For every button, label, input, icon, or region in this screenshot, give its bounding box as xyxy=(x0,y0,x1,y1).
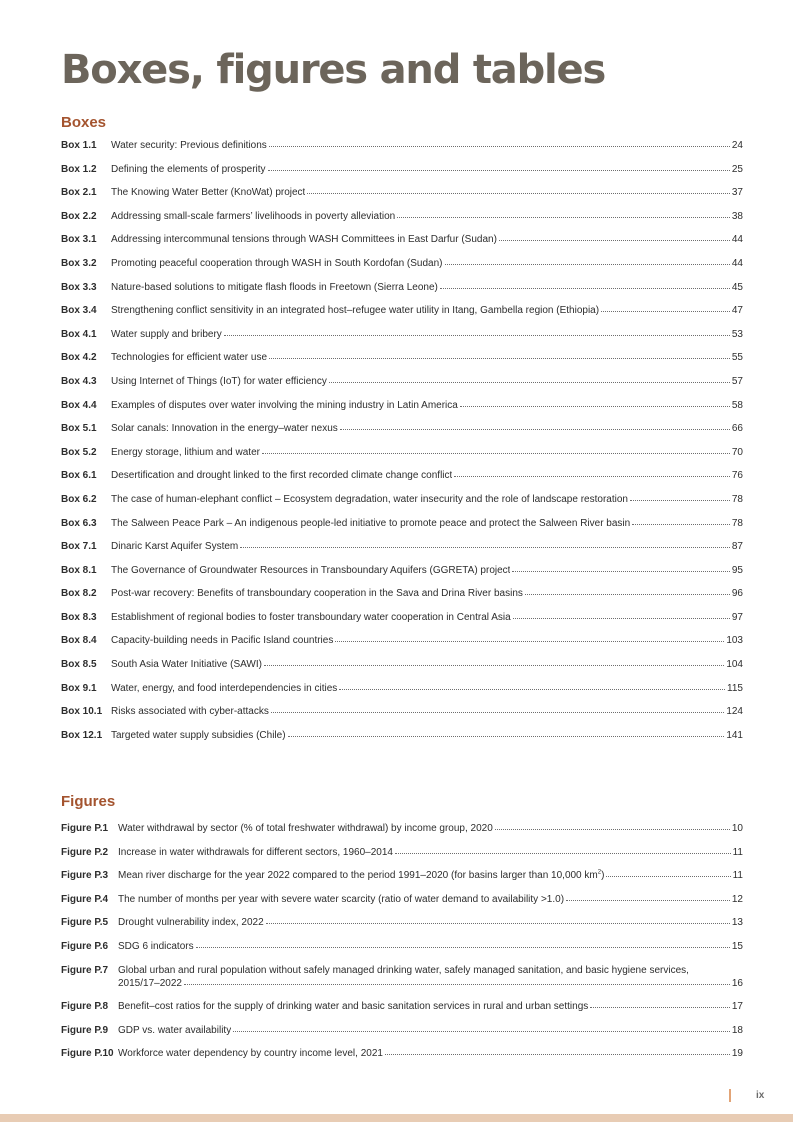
entry-label: Figure P.9 xyxy=(61,1024,109,1036)
entry-title xyxy=(111,281,438,294)
toc-entry[interactable] xyxy=(61,964,743,990)
entry-title-text: South Asia Water Initiative (SAWI) xyxy=(111,659,262,671)
toc-entry[interactable] xyxy=(61,328,743,341)
toc-entry[interactable] xyxy=(61,822,743,835)
entry-title xyxy=(118,846,393,859)
entry-title-text: Capacity-building needs in Pacific Island countries xyxy=(111,635,334,647)
toc-entry[interactable] xyxy=(61,729,743,742)
page-number: ix xyxy=(756,1090,765,1101)
entry-page: 24 xyxy=(731,140,743,151)
entry-title-block xyxy=(118,964,743,990)
entry-page: 17 xyxy=(731,1001,743,1013)
toc-entry[interactable] xyxy=(61,186,743,199)
entry-title-text: The case of human-elephant conflict – Ecosystem degradation, water insecurity and the role of landscape restoration xyxy=(111,493,628,505)
dot-leader xyxy=(397,216,730,218)
toc-entry[interactable] xyxy=(61,893,743,906)
dot-leader xyxy=(307,192,730,194)
entry-page: 15 xyxy=(731,940,743,952)
entry-label: Box 2.1 xyxy=(61,187,97,199)
entry-title-text: GDP vs. water availability xyxy=(118,1024,232,1036)
entry-title xyxy=(118,940,194,953)
entry-title xyxy=(111,729,286,742)
toc-entry[interactable] xyxy=(61,399,743,412)
entry-label: Box 5.2 xyxy=(61,446,97,458)
entry-page: 78 xyxy=(731,517,743,529)
entry-title xyxy=(111,587,523,600)
entry-title-text: Water withdrawal by sector (% of total freshwater withdrawal) by income group, 2020 xyxy=(118,823,493,834)
entry-page: 58 xyxy=(731,399,743,411)
toc-entry[interactable] xyxy=(61,446,743,459)
entry-title-text: Water, energy, and food interdependencies in cities xyxy=(111,682,338,694)
entry-label: Box 9.1 xyxy=(61,682,97,694)
entry-label: Box 10.1 xyxy=(61,706,103,718)
dot-leader xyxy=(240,546,730,548)
entry-title-text: Promoting peaceful cooperation through WASH in South Kordofan (Sudan) xyxy=(111,257,443,269)
toc-entry[interactable] xyxy=(61,257,743,270)
toc-entry[interactable] xyxy=(61,493,743,506)
dot-leader xyxy=(460,405,730,407)
toc-entry[interactable] xyxy=(61,469,743,482)
entry-label: Box 1.1 xyxy=(61,140,97,151)
toc-entry[interactable] xyxy=(61,351,743,364)
entry-page: 55 xyxy=(731,352,743,364)
entry-page: 13 xyxy=(731,917,743,929)
entry-label: Figure P.7 xyxy=(61,964,109,976)
entry-label: Box 3.2 xyxy=(61,257,97,269)
entry-page: 97 xyxy=(731,611,743,623)
toc-entry[interactable] xyxy=(61,705,743,718)
entry-title xyxy=(118,1047,383,1060)
entry-page: 18 xyxy=(731,1024,743,1036)
entry-label: Box 4.2 xyxy=(61,352,97,364)
entry-title xyxy=(111,682,337,695)
entry-title xyxy=(111,469,452,482)
dot-leader xyxy=(601,310,730,312)
entry-title-text: The Salween Peace Park – An indigenous people-led initiative to promote peace and protect the Salween River basin xyxy=(111,517,631,529)
entry-label: Figure P.6 xyxy=(61,940,109,952)
entry-title xyxy=(111,375,327,388)
entry-label: Box 3.3 xyxy=(61,281,97,293)
toc-entry[interactable] xyxy=(61,1024,743,1037)
entry-page: 124 xyxy=(726,706,743,718)
dot-leader xyxy=(445,263,730,265)
toc-entry[interactable] xyxy=(61,375,743,388)
entry-title-text: Technologies for efficient water use xyxy=(111,352,268,364)
dot-leader xyxy=(606,875,730,877)
entry-title xyxy=(118,893,564,906)
entry-label: Box 4.1 xyxy=(61,328,97,340)
entry-title-text: Mean river discharge for the year 2022 compared to the period 1991–2020 (for basins larger than 10,000 km xyxy=(118,870,598,882)
entry-page: 78 xyxy=(731,493,743,505)
entry-page: 25 xyxy=(731,163,743,175)
entry-label: Figure P.1 xyxy=(61,823,109,834)
entry-title xyxy=(111,658,262,671)
entry-title xyxy=(111,210,395,223)
entry-title xyxy=(118,822,493,835)
entry-title-text: Using Internet of Things (IoT) for water efficiency xyxy=(111,375,327,387)
dot-leader xyxy=(385,1053,730,1055)
entry-title-text: Addressing small-scale farmers’ livelihoods in poverty alleviation xyxy=(111,210,396,222)
toc-entry[interactable] xyxy=(61,611,743,624)
entry-title-text: Increase in water withdrawals for different sectors, 1960–2014 xyxy=(118,846,393,858)
entry-title-line2: 2015/17–2022 xyxy=(118,977,182,989)
entry-label: Figure P.5 xyxy=(61,917,109,929)
entry-title-text: Post-war recovery: Benefits of transboundary cooperation in the Sava and Drina River basins xyxy=(111,588,523,600)
entry-page: 45 xyxy=(731,281,743,293)
entry-title xyxy=(118,1000,588,1013)
entry-title-superscript: 2 xyxy=(597,869,602,876)
toc-entry[interactable] xyxy=(61,1000,743,1013)
toc-entry[interactable] xyxy=(61,281,743,294)
entry-title xyxy=(118,869,604,882)
entry-title xyxy=(111,564,510,577)
entry-title-text: SDG 6 indicators xyxy=(118,940,194,952)
entry-page: 104 xyxy=(726,659,743,671)
entry-title xyxy=(111,328,222,341)
toc-entry[interactable] xyxy=(61,658,743,671)
entry-page: 115 xyxy=(727,682,743,694)
entry-page: 44 xyxy=(731,234,743,246)
entry-title-text: Solar canals: Innovation in the energy–water nexus xyxy=(111,423,338,435)
boxes-heading: Boxes xyxy=(61,114,107,131)
entry-label: Box 6.3 xyxy=(61,517,97,529)
entry-label: Figure P.10 xyxy=(61,1048,114,1060)
entry-title-text: Strengthening conflict sensitivity in an integrated host–refugee water utility in Itang, Gambella region (Ethiopia) xyxy=(111,305,600,317)
entry-label: Figure P.8 xyxy=(61,1001,109,1013)
entry-page: 37 xyxy=(731,187,743,199)
entry-title-text: The number of months per year with severe water scarcity (ratio of water demand to availability >1.0) xyxy=(118,893,565,905)
entry-page: 70 xyxy=(731,446,743,458)
entry-label: Box 4.3 xyxy=(61,375,97,387)
entry-title-text: Workforce water dependency by country income level, 2021 xyxy=(118,1048,383,1060)
dot-leader xyxy=(630,499,730,501)
entry-title-text: Defining the elements of prosperity xyxy=(111,163,266,175)
toc-entry[interactable] xyxy=(61,517,743,530)
entry-page: 10 xyxy=(731,823,743,834)
entry-title xyxy=(111,493,628,506)
dot-leader xyxy=(269,145,730,147)
entry-label: Box 4.4 xyxy=(61,399,97,411)
entry-title-text: Energy storage, lithium and water xyxy=(111,446,260,458)
entry-label: Figure P.3 xyxy=(61,870,109,882)
entry-title xyxy=(111,634,333,647)
dot-leader xyxy=(525,593,730,595)
toc-entry[interactable] xyxy=(61,634,743,647)
entry-label: Box 3.1 xyxy=(61,234,97,246)
entry-title xyxy=(111,304,599,317)
dot-leader xyxy=(184,983,730,985)
entry-title xyxy=(111,139,267,152)
entry-page: 16 xyxy=(731,977,743,989)
dot-leader xyxy=(269,357,730,359)
footer-band xyxy=(0,1114,793,1122)
toc-entry[interactable] xyxy=(61,233,743,246)
entry-title-end: ) xyxy=(601,870,605,882)
entry-page: 76 xyxy=(731,470,743,482)
entry-title-text: Benefit–cost ratios for the supply of drinking water and basic sanitation services in rural and urban settings xyxy=(118,1001,589,1013)
entry-title xyxy=(111,705,269,718)
entry-label: Box 6.1 xyxy=(61,470,97,482)
toc-entry[interactable] xyxy=(61,540,743,553)
entry-title-text: Examples of disputes over water involving the mining industry in Latin America xyxy=(111,399,458,411)
toc-entry[interactable] xyxy=(61,564,743,577)
dot-leader xyxy=(233,1030,730,1032)
dot-leader xyxy=(632,523,730,525)
entry-title xyxy=(111,233,497,246)
entry-page: 87 xyxy=(731,541,743,553)
entry-label: Box 1.2 xyxy=(61,163,97,175)
entry-page: 95 xyxy=(731,564,743,576)
toc-entry[interactable] xyxy=(61,1047,743,1060)
dot-leader xyxy=(513,617,730,619)
entry-page: 19 xyxy=(731,1048,743,1060)
entry-title-text: Water supply and bribery xyxy=(111,328,222,340)
entry-title xyxy=(111,611,511,624)
entry-title-text: Risks associated with cyber-attacks xyxy=(111,706,269,718)
dot-leader xyxy=(329,381,730,383)
entry-label: Box 8.3 xyxy=(61,611,97,623)
entry-title xyxy=(111,446,260,459)
page-title: Boxes, figures and tables xyxy=(61,47,606,93)
dot-leader xyxy=(266,922,730,924)
entry-page: 44 xyxy=(731,257,743,269)
entry-label: Box 6.2 xyxy=(61,493,97,505)
dot-leader xyxy=(196,946,730,948)
toc-entry[interactable] xyxy=(61,304,743,317)
entry-page: 11 xyxy=(732,870,743,882)
entry-title-line2-wrap xyxy=(118,977,743,990)
entry-label: Box 12.1 xyxy=(61,729,103,741)
entry-title xyxy=(111,540,238,553)
entry-label: Box 5.1 xyxy=(61,423,97,435)
dot-leader xyxy=(499,239,730,241)
dot-leader xyxy=(495,828,730,830)
entry-page: 57 xyxy=(731,375,743,387)
toc-entry[interactable] xyxy=(61,869,743,882)
toc-entry[interactable] xyxy=(61,587,743,600)
toc-entry[interactable] xyxy=(61,139,743,152)
dot-leader xyxy=(395,852,731,854)
entry-page: 12 xyxy=(731,893,743,905)
dot-leader xyxy=(590,1006,730,1008)
dot-leader xyxy=(288,735,725,737)
dot-leader xyxy=(262,452,730,454)
entry-title-text: Water security: Previous definitions xyxy=(111,140,267,151)
dot-leader xyxy=(264,664,724,666)
dot-leader xyxy=(271,711,724,713)
entry-title-text: Dinaric Karst Aquifer System xyxy=(111,541,239,553)
toc-entry[interactable] xyxy=(61,916,743,929)
entry-title xyxy=(118,916,264,929)
dot-leader xyxy=(224,334,730,336)
entry-label: Box 2.2 xyxy=(61,210,97,222)
dot-leader xyxy=(512,570,729,572)
toc-entry[interactable] xyxy=(61,210,743,223)
entry-label: Box 8.4 xyxy=(61,635,97,647)
entry-label: Box 3.4 xyxy=(61,305,97,317)
dot-leader xyxy=(335,640,724,642)
dot-leader xyxy=(440,287,730,289)
entry-title-text: Desertification and drought linked to the first recorded climate change conflict xyxy=(111,470,453,482)
toc-entry[interactable] xyxy=(61,940,743,953)
entry-title xyxy=(111,351,267,364)
entry-title-text: The Governance of Groundwater Resources in Transboundary Aquifers (GGRETA) project xyxy=(111,564,511,576)
entry-title-text: Targeted water supply subsidies (Chile) xyxy=(111,729,286,741)
toc-entry[interactable] xyxy=(61,682,743,695)
entry-title xyxy=(118,1024,231,1037)
entry-title-text: Drought vulnerability index, 2022 xyxy=(118,917,264,929)
entry-title-text: Establishment of regional bodies to foster transboundary water cooperation in Central Asia xyxy=(111,611,511,623)
entry-label: Box 8.1 xyxy=(61,564,97,576)
entry-page: 96 xyxy=(731,588,743,600)
entry-title xyxy=(111,163,266,176)
entry-page: 53 xyxy=(731,328,743,340)
dot-leader xyxy=(339,688,725,690)
entry-title xyxy=(111,186,305,199)
entry-label: Box 8.2 xyxy=(61,588,97,600)
entry-title-text: Addressing intercommunal tensions through WASH Committees in East Darfur (Sudan) xyxy=(111,234,497,246)
boxes-list xyxy=(61,139,743,752)
entry-page: 103 xyxy=(726,635,743,647)
entry-title xyxy=(111,422,338,435)
entry-title: Global urban and rural population without safely managed drinking water, safely managed sanitation, and basic hygiene services, xyxy=(118,964,689,976)
entry-title-text: Nature-based solutions to mitigate flash floods in Freetown (Sierra Leone) xyxy=(111,281,438,293)
dot-leader xyxy=(340,428,730,430)
entry-label: Box 8.5 xyxy=(61,659,97,671)
dot-leader xyxy=(268,169,730,171)
entry-page: 38 xyxy=(731,210,743,222)
entry-page: 11 xyxy=(732,846,743,858)
entry-title xyxy=(111,517,630,530)
entry-label: Box 7.1 xyxy=(61,541,97,553)
toc-entry[interactable] xyxy=(61,163,743,176)
entry-title xyxy=(111,399,458,412)
entry-label: Figure P.2 xyxy=(61,846,109,858)
entry-title xyxy=(111,257,443,270)
entry-page: 66 xyxy=(731,423,743,435)
entry-label: Figure P.4 xyxy=(61,893,109,905)
figures-list xyxy=(61,822,743,1071)
dot-leader xyxy=(454,475,730,477)
page-marker xyxy=(729,1089,731,1102)
dot-leader xyxy=(566,899,730,901)
figures-heading: Figures xyxy=(61,793,116,810)
entry-page: 47 xyxy=(731,305,743,317)
entry-page: 141 xyxy=(726,729,743,741)
entry-title-text: The Knowing Water Better (KnoWat) project xyxy=(111,187,306,199)
toc-entry[interactable] xyxy=(61,422,743,435)
toc-entry[interactable] xyxy=(61,846,743,859)
